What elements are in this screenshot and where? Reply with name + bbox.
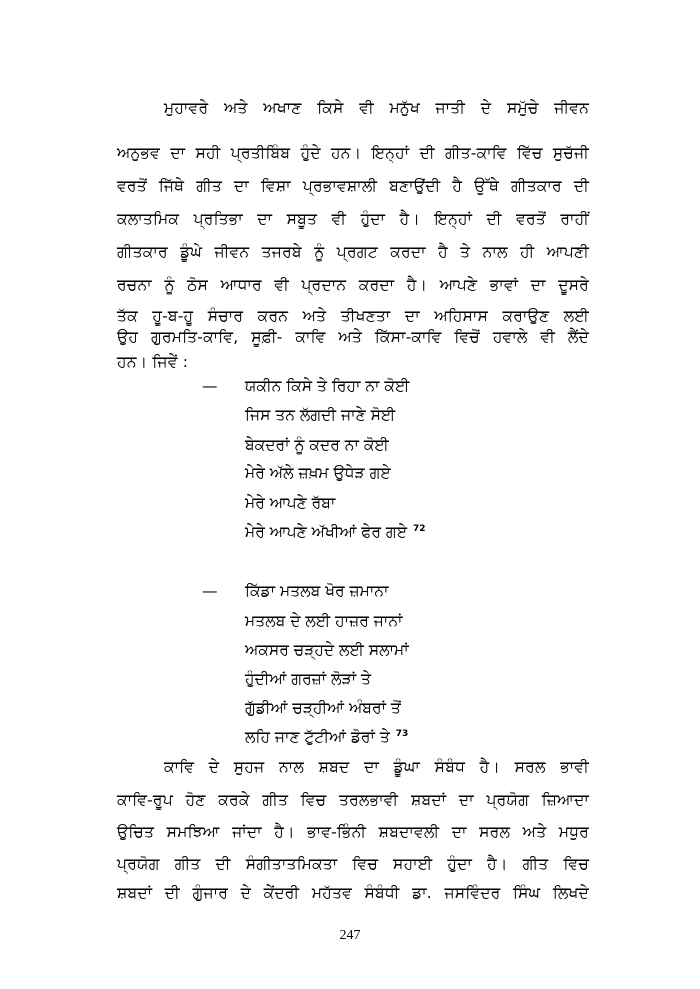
verse-2-line-6-text: ਲਹਿ ਜਾਣ ਟੁੱਟੀਆਂ ਡੋਰਾਂ ਤੇ <box>245 728 390 746</box>
verse-1-line-6 <box>245 522 426 542</box>
paragraph-1-line-2: ਅਨੁਭਵ ਦਾ ਸਹੀ ਪ੍ਰਤੀਬਿੰਬ ਹੁੰਦੇ ਹਨ। ਇਨ੍ਹਾਂ ਦੀ ਗੀਤ-ਕਾਵਿ ਵਿੱਚ ਸੁਚੱਜੀ <box>117 144 589 162</box>
paragraph-2-line-3: ਉਚਿਤ ਸਮਝਿਆ ਜਾਂਦਾ ਹੈ। ਭਾਵ-ਭਿੰਨੀ ਸ਼ਬਦਾਵਲੀ ਦਾ ਸਰਲ ਅਤੇ ਮਧੁਰ <box>117 823 589 841</box>
paragraph-1-line-5: ਗੀਤਕਾਰ ਡੂੰਘੇ ਜੀਵਨ ਤਜਰਬੇ ਨੂੰ ਪ੍ਰਗਟ ਕਰਦਾ ਹੈ ਤੇ ਨਾਲ ਹੀ ਆਪਣੀ <box>117 243 589 261</box>
paragraph-1-line-6: ਰਚਨਾ ਨੂੰ ਠੋਸ ਆਧਾਰ ਵੀ ਪ੍ਰਦਾਨ ਕਰਦਾ ਹੈ। ਆਪਣੇ ਭਾਵਾਂ ਦਾ ਦੂਸਰੇ <box>117 276 589 294</box>
verse-2-line-2: ਮਤਲਬ ਦੇ ਲਈ ਹਾਜ਼ਰ ਜਾਨਾਂ <box>245 612 403 630</box>
verse-2-line-6 <box>245 727 408 747</box>
paragraph-2-line-4: ਪ੍ਰਯੋਗ ਗੀਤ ਦੀ ਸੰਗੀਤਾਤਮਿਕਤਾ ਵਿਚ ਸਹਾਈ ਹੁੰਦਾ ਹੈ। ਗੀਤ ਵਿਚ <box>117 855 589 873</box>
paragraph-1-line-1: ਮੁਹਾਵਰੇ ਅਤੇ ਅਖਾਣ ਕਿਸੇ ਵੀ ਮਨੁੱਖ ਜਾਤੀ ਦੇ ਸਮੁੱਚੇ ਜੀਵਨ <box>164 99 589 117</box>
verse-1-line-1: ਯਕੀਨ ਕਿਸੇ ਤੇ ਰਿਹਾ ਨਾ ਕੋਈ <box>245 377 410 395</box>
verse-1-dash: — <box>202 377 218 395</box>
footnote-marker-73: 73 <box>395 728 409 739</box>
verse-1-line-4: ਮੇਰੇ ਅੱਲੇ ਜ਼ਖ਼ਮ ਉਧੇੜ ਗਏ <box>245 464 391 482</box>
paragraph-1-line-8: ਉਹ ਗੁਰਮਤਿ-ਕਾਵਿ, ਸੂਫ਼ੀ- ਕਾਵਿ ਅਤੇ ਕਿੱਸਾ-ਕਾਵਿ ਵਿਚੋਂ ਹਵਾਲੇ ਵੀ ਲੈਂਦੇ <box>117 328 589 346</box>
paragraph-1-line-4: ਕਲਾਤਮਿਕ ਪ੍ਰਤਿਭਾ ਦਾ ਸਬੂਤ ਵੀ ਹੁੰਦਾ ਹੈ। ਇਨ੍ਹਾਂ ਦੀ ਵਰਤੋਂ ਰਾਹੀਂ <box>117 210 589 228</box>
verse-1-line-3: ਬੇਕਦਰਾਂ ਨੂੰ ਕਦਰ ਨਾ ਕੋਈ <box>245 436 389 454</box>
verse-2-line-4: ਹੁੰਦੀਆਂ ਗਰਜ਼ਾਂ ਲੋੜਾਂ ਤੇ <box>245 670 371 688</box>
paragraph-2-line-2: ਕਾਵਿ-ਰੂਪ ਹੋਣ ਕਰਕੇ ਗੀਤ ਵਿਚ ਤਰਲਭਾਵੀ ਸ਼ਬਦਾਂ ਦਾ ਪ੍ਰਯੋਗ ਜ਼ਿਆਦਾ <box>117 791 589 809</box>
footnote-marker-72: 72 <box>413 523 426 534</box>
verse-1-line-6-text: ਮੇਰੇ ਆਪਣੇ ਅੱਖੀਆਂ ਫੇਰ ਗਏ <box>245 523 408 541</box>
paragraph-1-line-3: ਵਰਤੋਂ ਜਿੱਥੇ ਗੀਤ ਦਾ ਵਿਸ਼ਾ ਪ੍ਰਭਾਵਸ਼ਾਲੀ ਬਣਾਉਂਦੀ ਹੈ ਉੱਥੇ ਗੀਤਕਾਰ ਦੀ <box>117 177 589 195</box>
verse-2-dash: — <box>202 582 218 600</box>
paragraph-1-line-7: ਤੱਕ ਹੂ-ਬ-ਹੂ ਸੰਚਾਰ ਕਰਨ ਅਤੇ ਤੀਖਣਤਾ ਦਾ ਅਹਿਸਾਸ ਕਰਾਉਣ ਲਈ <box>117 307 589 325</box>
verse-2-line-1: ਕਿੱਡਾ ਮਤਲਬ ਖੋਰ ਜ਼ਮਾਨਾ <box>245 582 389 600</box>
page-number: 247 <box>339 928 361 943</box>
verse-2-line-5: ਗੁੱਡੀਆਂ ਚੜ੍ਹੀਆਂ ਅੰਬਰਾਂ ਤੋਂ <box>245 699 401 717</box>
paragraph-2-line-5: ਸ਼ਬਦਾਂ ਦੀ ਗੁੰਜਾਰ ਦੇ ਕੇਂਦਰੀ ਮਹੱਤਵ ਸੰਬੰਧੀ ਡਾ. ਜਸਵਿੰਦਰ ਸਿੰਘ ਲਿਖਦੇ <box>117 884 589 902</box>
verse-1-line-2: ਜਿਸ ਤਨ ਲੱਗਦੀ ਜਾਣੇ ਸੋਈ <box>245 406 396 424</box>
paragraph-1-line-9: ਹਨ। ਜਿਵੇਂ : <box>117 353 189 371</box>
verse-2-line-3: ਅਕਸਰ ਚੜ੍ਹਦੇ ਲਈ ਸਲਾਮਾਂ <box>245 641 409 659</box>
verse-1-line-5: ਮੇਰੇ ਆਪਣੇ ਰੱਬਾ <box>245 494 336 512</box>
paragraph-2-line-1: ਕਾਵਿ ਦੇ ਸੁਹਜ ਨਾਲ ਸ਼ਬਦ ਦਾ ਡੂੰਘਾ ਸੰਬੰਧ ਹੈ। ਸਰਲ ਭਾਵੀ <box>164 758 589 776</box>
